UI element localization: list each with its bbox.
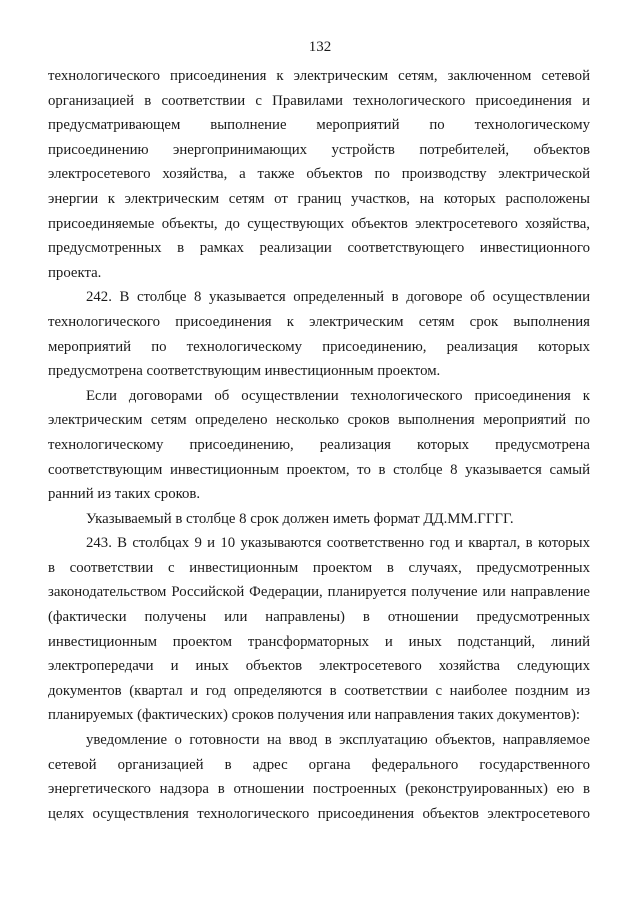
text-line: энергии к электрическим сетям от границ участков, на которых расположены xyxy=(48,190,590,207)
text-line: (фактически получены или направлены) в отношении предусмотренных xyxy=(48,609,590,626)
text-line: 243. В столбцах 9 и 10 указываются соответственно год и квартал, в которых xyxy=(86,535,590,552)
text-line: присоединяемые объекты, до существующих объектов электросетевого хозяйства, xyxy=(48,215,590,232)
body-text xyxy=(48,64,590,826)
text-line: проекта. xyxy=(48,264,102,281)
text-line: технологического присоединения к электрическим сетям, заключенном сетевой xyxy=(48,68,590,84)
text-line: соответствующим инвестиционным проектом, то в столбце 8 указывается самый xyxy=(48,461,590,478)
text-line: документов (квартал и год определяются в соответствии с наиболее поздним из xyxy=(48,682,590,699)
page-number: 132 xyxy=(308,39,332,55)
text-line: целях осуществления технологического присоединения объектов электросетевого xyxy=(48,805,590,822)
text-line: предусматривающем выполнение мероприятий по технологическому xyxy=(48,117,590,134)
text-line: инвестиционным проектом трансформаторных и иных подстанций, линий xyxy=(48,633,590,650)
text-line: в соответствии с инвестиционным проектом в случаях, предусмотренных xyxy=(48,559,590,576)
text-line: Если договорами об осуществлении технологического присоединения к xyxy=(86,387,590,404)
text-line: предусмотренных в рамках реализации соответствующего инвестиционного xyxy=(48,240,590,257)
text-line: уведомление о готовности на ввод в эксплуатацию объектов, направляемое xyxy=(86,732,590,749)
text-line: 242. В столбце 8 указывается определенный в договоре об осуществлении xyxy=(86,289,590,306)
text-line: предусмотрена соответствующим инвестиционным проектом. xyxy=(48,363,441,380)
text-line: организацией в соответствии с Правилами технологического присоединения и xyxy=(48,92,590,109)
text-line: планируемых (фактических) сроков получения или направления таких документов): xyxy=(48,707,581,724)
text-line: сетевой организацией в адрес органа федерального государственного xyxy=(48,756,590,773)
text-line: присоединению энергопринимающих устройств потребителей, объектов xyxy=(48,141,590,158)
text-line: Указываемый в столбце 8 срок должен иметь формат ДД.ММ.ГГГГ. xyxy=(86,510,514,527)
text-line: электросетевого хозяйства, а также объектов по производству электрической xyxy=(48,166,590,183)
text-line: технологического присоединения к электрическим сетям срок выполнения xyxy=(48,313,590,330)
text-line: технологическому присоединению, реализация которых предусмотрена xyxy=(48,436,590,453)
text-line: мероприятий по технологическому присоединению, реализация которых xyxy=(48,338,590,355)
text-line: электрическим сетям определено несколько сроков выполнения мероприятий по xyxy=(48,412,590,429)
text-line: ранний из таких сроков. xyxy=(48,486,201,503)
text-line: законодательством Российской Федерации, планируется получение или направление xyxy=(48,584,590,601)
text-line: электропередачи и иных объектов электросетевого хозяйства следующих xyxy=(48,658,590,675)
text-line: энергетического надзора в отношении построенных (реконструированных) ею в xyxy=(48,781,590,798)
